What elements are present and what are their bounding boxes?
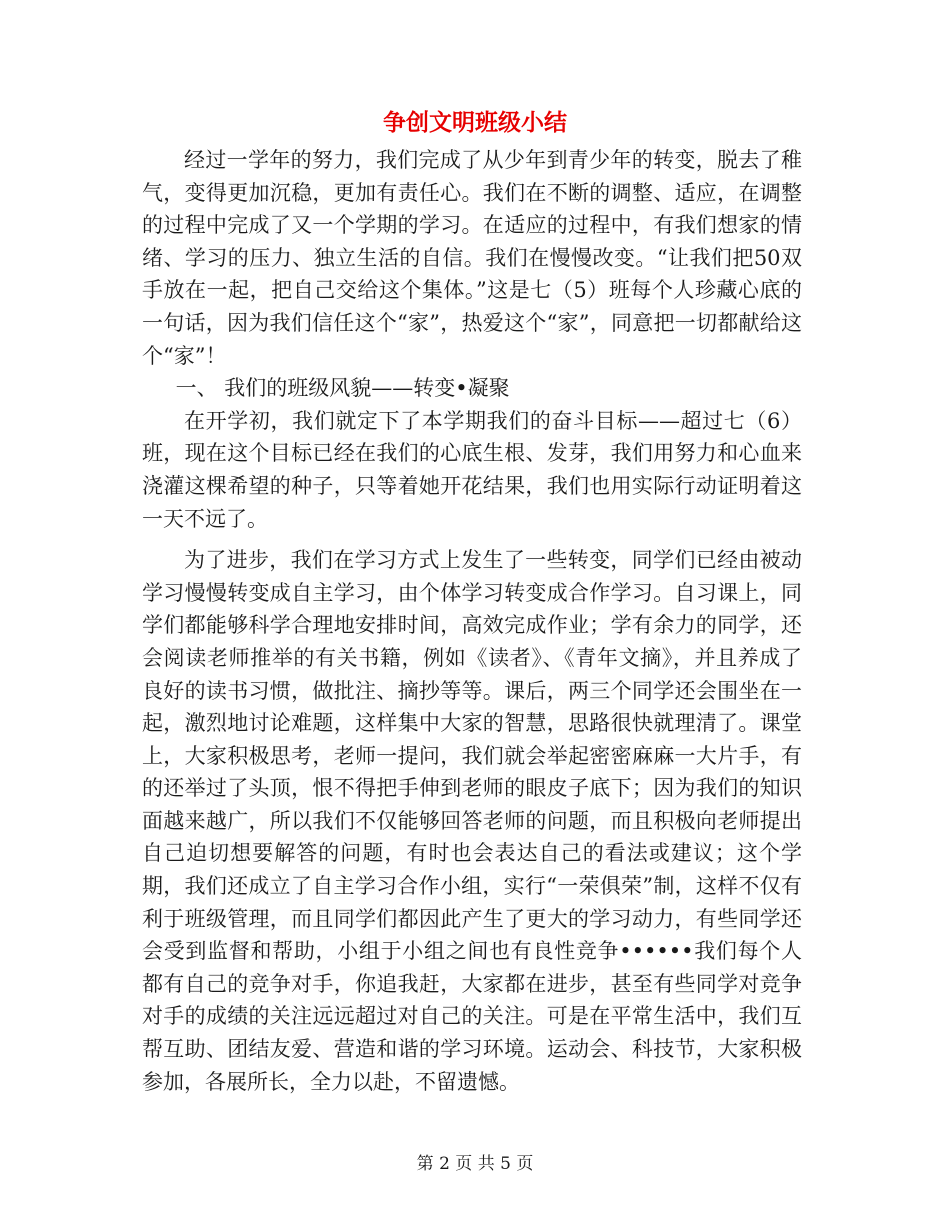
page-number-footer: 第 2 页 共 5 页 <box>416 1154 534 1174</box>
learning-paragraph: 为了进步，我们在学习方式上发生了一些转变，同学们已经由被动学习慢慢转变成自主学习，由个体学习转变成合作学习。自习课上，同学们都能够科学合理地安排时间，高效完成作业；学有余力的同学，还会阅读老师推举的有关书籍，例如《读者》、《青年文摘》，并且养成了良好的读书习惯，做批注、摘抄等等。课后，两三个同学还会围坐在一起，激烈地讨论难题，这样集中大家的智慧，思路很快就理清了。课堂上，大家积极思考，老师一提问，我们就会举起密密麻麻一大片手，有的还举过了头顶，恨不得把手伸到老师的眼皮子底下；因为我们的知识面越来越广，所以我们不仅能够回答老师的问题，而且积极向老师提出自己迫切想要解答的问题，有时也会表达自己的看法或建议；这个学期，我们还成立了自主学习合作小组，实行“一荣俱荣”制，这样不仅有利于班级管理，而且同学们都因此产生了更大的学习动力，有些同学还会受到监督和帮助，小组于小组之间也有良性竞争••••••我们每个人都有自己的竞争对手，你追我赶，大家都在进步，甚至有些同学对竞争对手的成绩的关注远远超过对自己的关注。可是在平常生活中，我们互帮互助、团结友爱、营造和谐的学习环境。运动会、科技节，大家积极参加，各展所长，全力以赴，不留遗憾。 <box>142 548 802 1094</box>
section-heading: 一、 我们的班级风貌——转变•凝聚 <box>175 376 510 401</box>
goal-paragraph: 在开学初，我们就定下了本学期我们的奋斗目标——超过七（6）班，现在这个目标已经在我们的心底生根、发芽，我们用努力和心血来浇灌这棵希望的种子，只等着她开花结果，我们也用实际行动证明着这一天不远了。 <box>142 408 802 531</box>
document-body <box>142 144 802 1098</box>
intro-paragraph: 经过一学年的努力，我们完成了从少年到青少年的转变，脱去了稚气，变得更加沉稳，更加有责任心。我们在不断的调整、适应，在调整的过程中完成了又一个学期的学习。在适应的过程中，有我们想家的情绪、学习的压力、独立生活的自信。我们在慢慢改变。“让我们把50双手放在一起，把自己交给这个集体。”这是七（5）班每个人珍藏心底的一句话，因为我们信任这个“家”，热爱这个“家”，同意把一切都献给这个“家”！ <box>142 148 802 368</box>
document-title: 争创文明班级小结 <box>383 109 567 136</box>
